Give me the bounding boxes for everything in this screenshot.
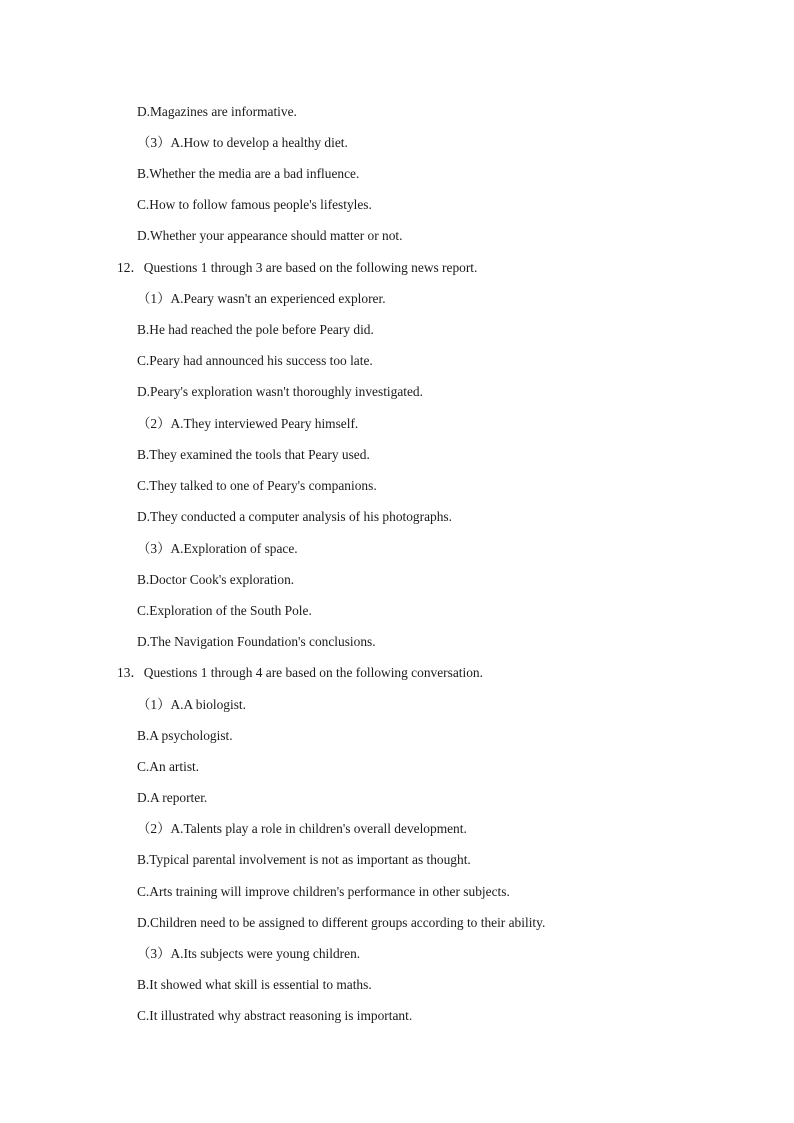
question-heading: 13．Questions 1 through 4 are based on the following conversation. [117,665,483,680]
option-line: C.How to follow famous people's lifestyles. [137,197,372,212]
option-line: D.A reporter. [137,790,208,805]
question-heading: 12．Questions 1 through 3 are based on the following news report. [117,260,478,275]
option-line: B.A psychologist. [137,728,233,743]
sub-question-line: （2）A.Talents play a role in children's overall development. [137,821,467,836]
option-line: D.Peary's exploration wasn't thoroughly investigated. [137,384,423,399]
option-line: C.They talked to one of Peary's companions. [137,478,377,493]
sub-question-line: （1）A.Peary wasn't an experienced explorer. [137,291,386,306]
option-line: C.Exploration of the South Pole. [137,603,312,618]
option-line: D.They conducted a computer analysis of his photographs. [137,509,452,524]
option-line: B.Doctor Cook's exploration. [137,572,295,587]
option-line: B.Whether the media are a bad influence. [137,166,360,181]
sub-question-line: （3）A.Its subjects were young children. [137,946,361,961]
option-line: C.An artist. [137,759,200,774]
option-line: D.Magazines are informative. [137,104,297,119]
option-line: D.Whether your appearance should matter or not. [137,228,403,243]
option-line: D.Children need to be assigned to different groups according to their ability. [137,915,546,930]
sub-question-line: （1）A.A biologist. [137,697,246,712]
sub-question-line: （3）A.Exploration of space. [137,541,298,556]
option-line: B.He had reached the pole before Peary did. [137,322,374,337]
sub-question-line: （3）A.How to develop a healthy diet. [137,135,348,150]
option-line: C.It illustrated why abstract reasoning is important. [137,1008,413,1023]
option-line: B.They examined the tools that Peary used. [137,447,370,462]
option-line: C.Peary had announced his success too late. [137,353,373,368]
sub-question-line: （2）A.They interviewed Peary himself. [137,416,359,431]
option-line: D.The Navigation Foundation's conclusions. [137,634,376,649]
option-line: B.Typical parental involvement is not as important as thought. [137,852,471,867]
option-line: B.It showed what skill is essential to maths. [137,977,372,992]
option-line: C.Arts training will improve children's performance in other subjects. [137,884,510,899]
